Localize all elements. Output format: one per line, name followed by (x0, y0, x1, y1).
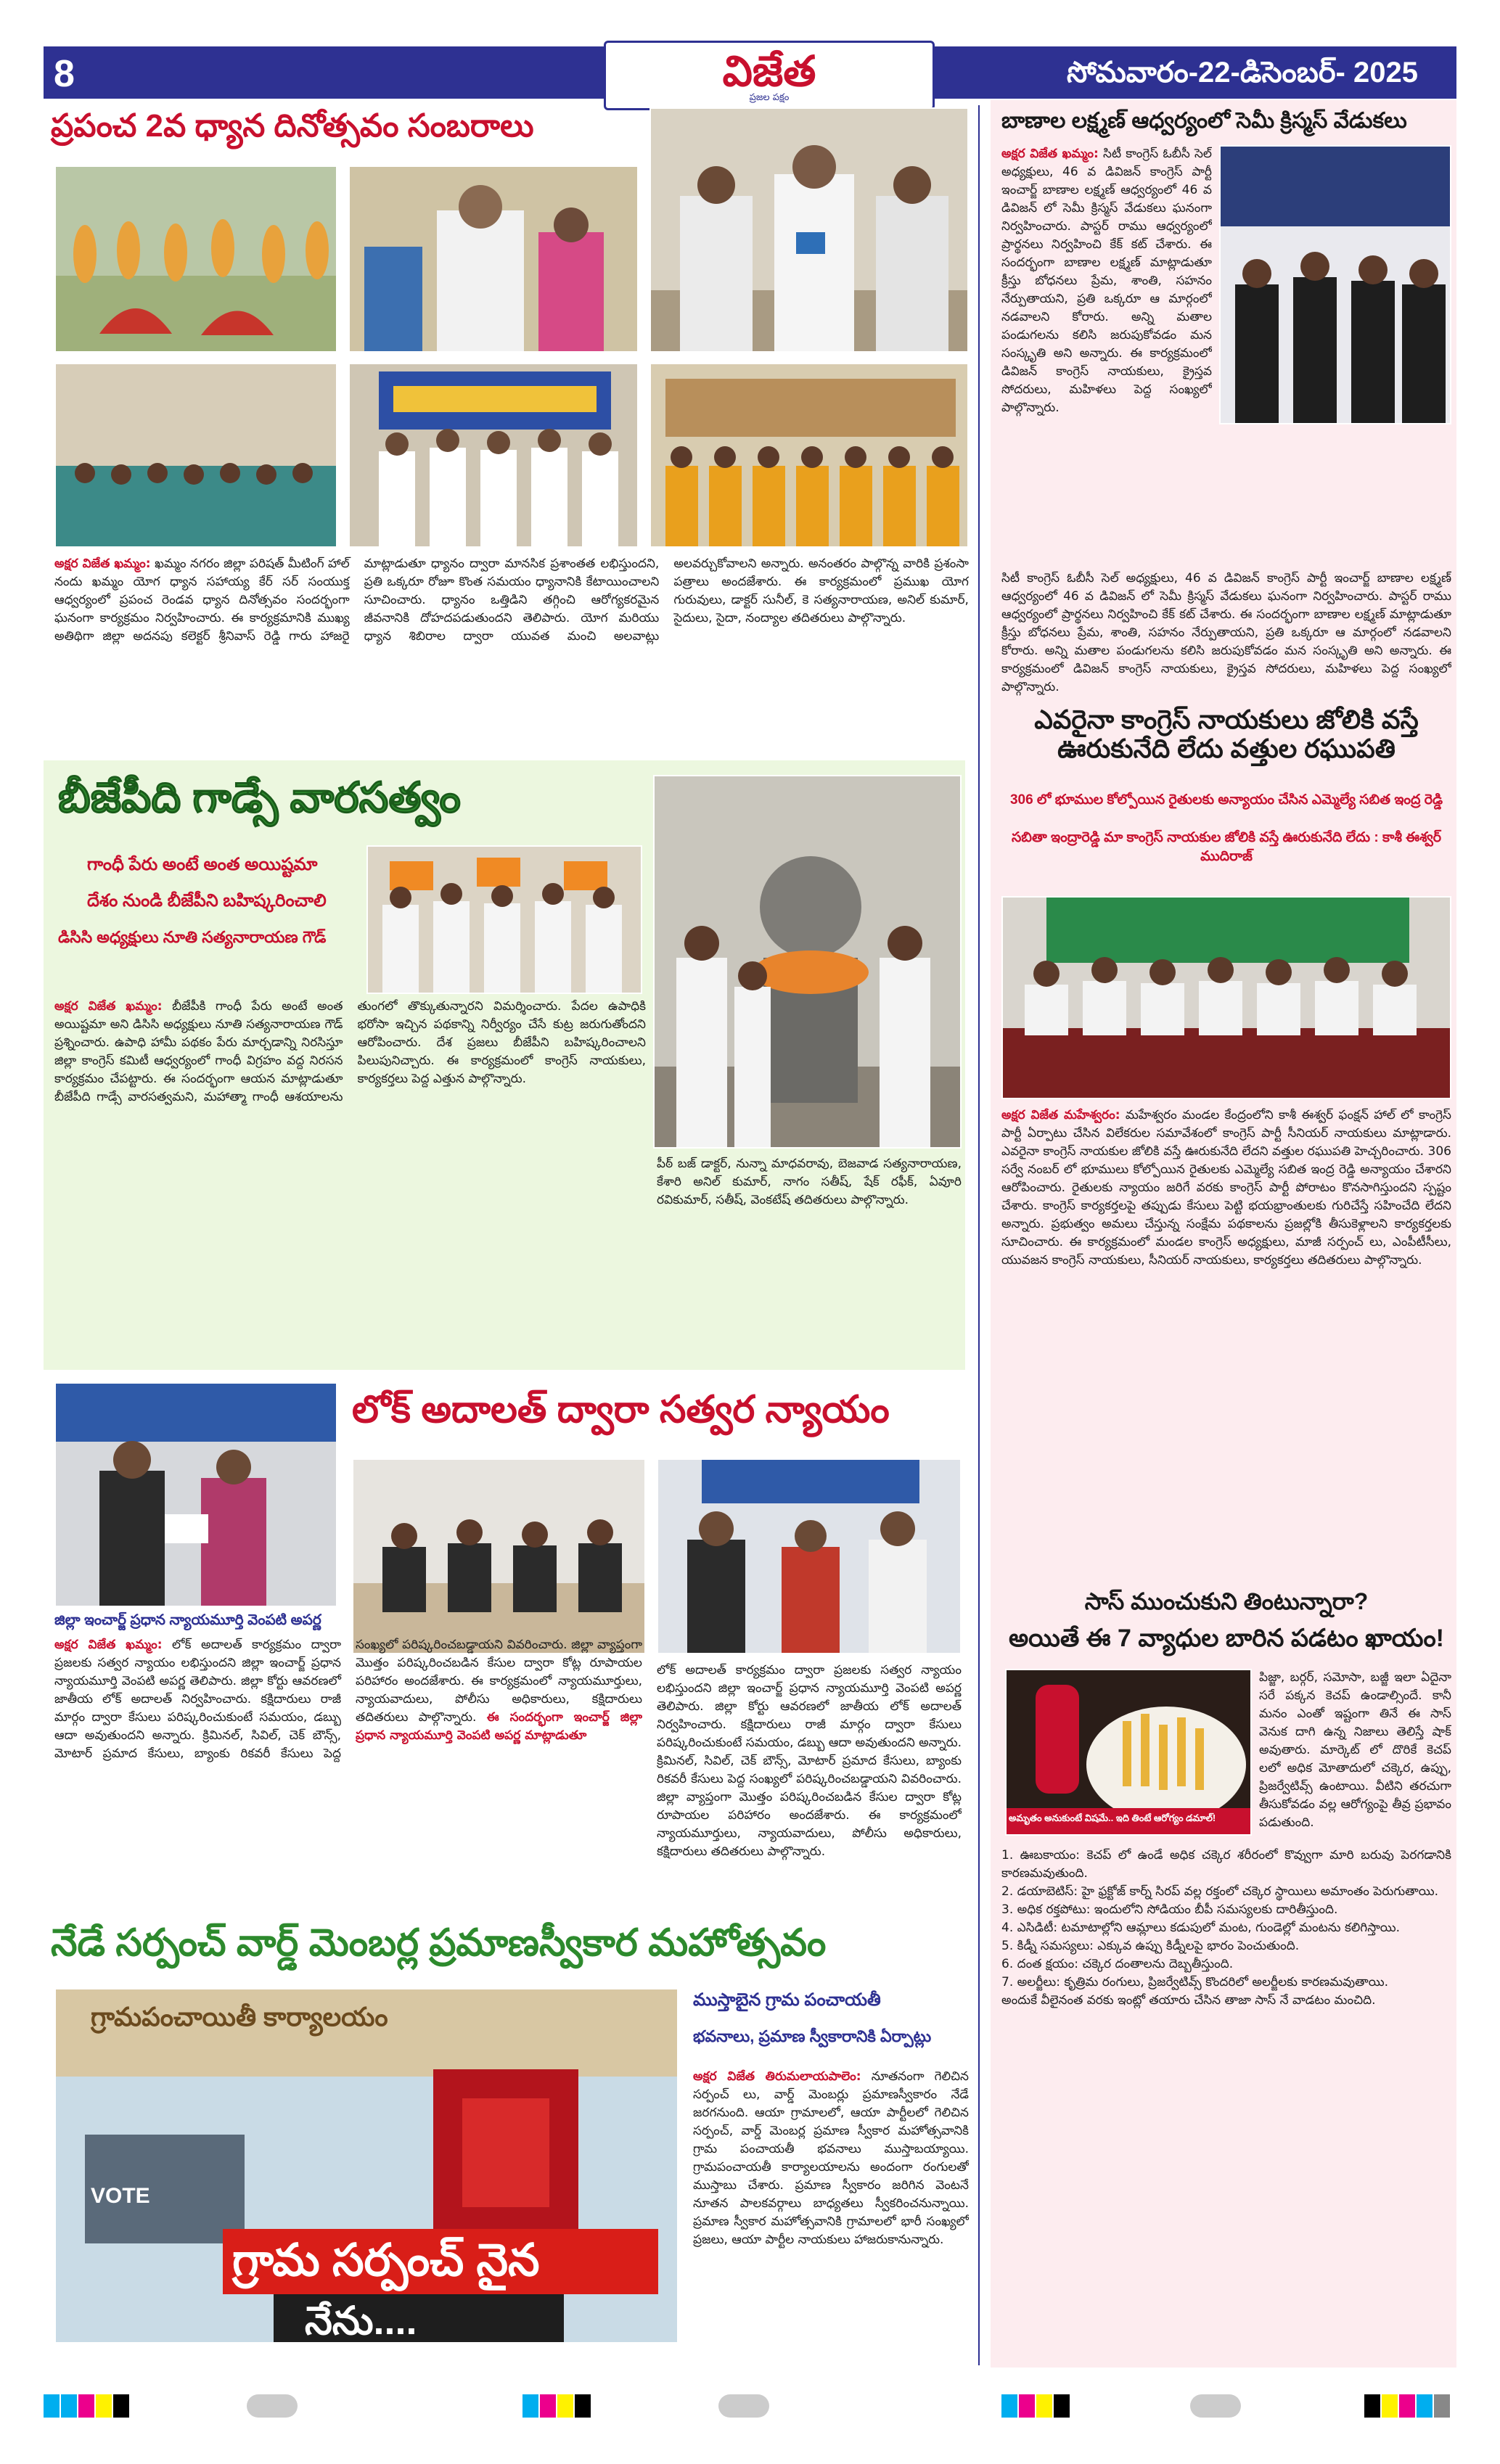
story3-photo-caption: జిల్లా ఇంచార్జ్ ప్రధాన న్యాయమూర్తి వెంపటి అపర్ణ (54, 1612, 321, 1628)
photo-protest-crowd (366, 845, 642, 994)
story4-subhead-2: భవనాలు, ప్రమాణ స్వీకారానికి ఏర్పాట్లు (693, 2027, 932, 2045)
side3-list-item: 3. అధిక రక్తపోటు: ఇందులోని సోడియం బీపీ సమస్యలకు దారితీస్తుంది. (1001, 1902, 1338, 1917)
photo-fries-ketchup (1005, 1669, 1252, 1836)
graphic-sarpanch-line2: నేను.... (305, 2299, 417, 2343)
side1-headline: బాణాల లక్ష్మణ్ ఆధ్వర్యంలో సెమీ క్రిస్మస్ వేడుకలు (1001, 109, 1407, 133)
registration-mark (575, 2394, 591, 2418)
story2-subhead-1: గాంధీ పేరు అంటే అంత అయిష్టమా (87, 855, 318, 874)
court-hall-illustration (353, 1460, 646, 1654)
registration-mark (44, 2394, 60, 2418)
side1-dateline: అక్షర విజేత ఖమ్మం: (1001, 147, 1099, 161)
registration-mark (78, 2394, 94, 2418)
sarpanch-graphic (54, 1988, 679, 2344)
registration-mark (1054, 2394, 1070, 2418)
story4-headline: నేడే సర్పంచ్ వార్డ్ మెంబర్ల ప్రమాణస్వీకార మహోత్సవం (51, 1922, 827, 1964)
side2-body (1001, 1106, 1451, 1578)
hall-audience-illustration (56, 364, 337, 548)
side3-list-item: 5. కిడ్నీ సమస్యలు: ఎక్కువ ఉప్పు కిడ్నీలపై భారం పెంచుతుంది. (1001, 1939, 1300, 1953)
photo-hall-audience (54, 363, 337, 548)
interview-illustration (350, 167, 639, 353)
christmas-stage-illustration (1221, 147, 1451, 424)
story1-headline: ప్రపంచ 2వ ధ్యాన దినోత్సవం సంబరాలు (51, 108, 534, 144)
newspaper-logo (604, 41, 935, 110)
photo-guest-interview (348, 165, 639, 353)
registration-mark (1036, 2394, 1052, 2418)
photo-book-release (649, 107, 969, 353)
side2-subhead-1: 306 లో భూముల కోల్పోయిన రైతులకు అన్యాయం చేసిన ఎమ్మెల్యే సబిత ఇంద్ర రెడ్డి (1009, 792, 1443, 808)
side2-subhead-2: సబితా ఇంద్రారెడ్డి మా కాంగ్రెస్ నాయకుల జోలికి వస్తే ఊరుకునేది లేదు : కాశీ ఈశ్వర్ ముదిరాజ్ (1011, 830, 1442, 864)
photo-court-hall (352, 1458, 646, 1654)
stage-banner-illustration (350, 364, 639, 548)
side3-photo-label: అమృతం అనుకుంటే విషమే.. ఇది తింటే ఆరోగ్యం డమాల్! (1009, 1812, 1216, 1823)
photo-gandhi-statue (653, 775, 962, 1149)
story3-body-right (657, 1662, 962, 1908)
protest-crowd-illustration (368, 847, 642, 994)
sarpanch-graphic-illustration (56, 1989, 679, 2344)
photo-stage-banner (348, 363, 639, 548)
registration-mark (96, 2394, 112, 2418)
graphic-sarpanch-line1: గ్రామ సర్పంచ్ నైన (232, 2235, 540, 2286)
story2-body-text: బీజేపీకి గాంధీ పేరు అంటే అంత అయిష్టమా అని డిసిసి అధ్యక్షులు నూతి సత్యనారాయణ గౌడ్ ప్రశ్నించారు. ఉపాధి హామీ పథకం పేరు మార్చడాన్ని నిరసిస్తూ జిల్లా కాంగ్రెస్ కమిటీ ఆధ్వర్యంలో గాంధీ విగ్రహం వద్ద నిరసన కార్యక్రమం చేపట్టారు. ఈ సందర్భంగా ఆయన మాట్లాడుతూ బీజేపీది గాడ్సే వారసత్వమని, మహాత్మా గాంధీ ఆశయాలను తుంగలో తొక్కుతున్నారని విమర్శించారు. పేదల ఉపాధికి భరోసా ఇచ్చిన పథకాన్ని నిర్వీర్యం చేసే కుట్ర జరుగుతోందని ఆరోపించారు. దేశ ప్రజలు బీజేపీని బహిష్కరించాలని పిలుపునిచ్చారు. ఈ కార్యక్రమంలో కాంగ్రెస్ నాయకులు, కార్యకర్తలు పెద్ద ఎత్తున పాల్గొన్నారు. (54, 999, 646, 1104)
story2-subhead-3: డిసిసి అధ్యక్షులు నూతి సత్యనారాయణ గౌడ్ (58, 928, 327, 946)
side3-headline-2: అయితే ఈ 7 వ్యాధుల బారిన పడటం ఖాయం! (1008, 1625, 1445, 1652)
book-release-illustration (651, 109, 969, 353)
story1-dateline: అక్షర విజేత ఖమ్మం: (54, 557, 151, 571)
registration-mark (1364, 2394, 1380, 2418)
registration-mark (557, 2394, 573, 2418)
side3-headline-1: సాస్ ముంచుకుని తింటున్నారా? (1084, 1588, 1369, 1614)
judge-handover-illustration (658, 1460, 962, 1654)
registration-mark (540, 2394, 556, 2418)
registration-mark (1399, 2394, 1415, 2418)
registration-pill (1190, 2394, 1241, 2418)
graphic-panchayat-banner: గ్రామపంచాయితీ కార్యాలయం (91, 2002, 388, 2032)
side3-list-item: 7. అలర్జీలు: కృత్రిమ రంగులు, ప్రిజర్వేటివ్స్ కొందరిలో అలర్జీలకు కారణమవుతాయి. (1001, 1975, 1388, 1989)
gandhi-statue-illustration (655, 776, 962, 1149)
story2-dateline: అక్షర విజేత ఖమ్మం: (54, 999, 163, 1014)
story1-body-text: ఖమ్మం నగరం జిల్లా పరిషత్ మీటింగ్ హాల్ నందు ఖమ్మం యోగ ధ్యాన సహాయ్య కేర్ సర్ సంయుక్త ఆధ్వర్యంలో ప్రపంచ రెండవ ధ్యాన దినోత్సవం సందర్భంగా ఘనంగా కార్యక్రమం నిర్వహించారు. ఈ కార్యక్రమానికి ముఖ్య అతిథిగా జిల్లా అదనపు కలెక్టర్ శ్రీనివాస్ రెడ్డి గారు హాజరై మాట్లాడుతూ ధ్యానం ద్వారా మానసిక ప్రశాంతత లభిస్తుందని, ప్రతి ఒక్కరూ రోజూ కొంత సమయం ధ్యానానికి కేటాయించాలని సూచించారు. ధ్యానం ఒత్తిడిని తగ్గించి ఆరోగ్యకరమైన జీవనానికి దోహదపడుతుందని తెలిపారు. యోగ మరియు ధ్యాన శిబిరాల ద్వారా యువత మంచి అలవాట్లు అలవర్చుకోవాలని అన్నారు. అనంతరం పాల్గొన్న వారికి ప్రశంసా పత్రాలు అందజేశారు. ఈ కార్యక్రమంలో ప్రముఖ యోగ గురువులు, డాక్టర్ సునీల్, కె సత్యనారాయణ, అనిల్ కుమార్, సైదులు, సైదా, నంద్యాల తదితరులు పాల్గొన్నారు. (54, 557, 969, 644)
story2-headline: బీజేపీది గాడ్సే వారసత్వం (58, 774, 461, 821)
photo-judge-handover (657, 1458, 962, 1654)
registration-mark (1382, 2394, 1398, 2418)
judge-award-illustration (56, 1384, 337, 1607)
registration-mark (1417, 2394, 1433, 2418)
photo-women-group (649, 363, 969, 548)
side1-body-bottom (1001, 570, 1451, 697)
logo-text: విజేత (722, 48, 816, 95)
registration-mark (1001, 2394, 1017, 2418)
issue-date: సోమవారం-22-డిసెంబర్- 2025 (1067, 57, 1418, 89)
registration-mark (61, 2394, 77, 2418)
side2-headline: ఎవరైనా కాంగ్రెస్ నాయకులు జోలికి వస్తే ఊరుకునేది లేదు వత్తుల రఘుపతి (1034, 705, 1419, 763)
press-meet-illustration (1003, 898, 1451, 1099)
registration-pill (247, 2394, 298, 2418)
fries-ketchup-illustration (1007, 1670, 1252, 1836)
side1-body-left (1001, 145, 1212, 566)
side1-body-text: సిటీ కాంగ్రెస్ ఓబీసీ సెల్ అధ్యక్షులు, 46 వ డివిజన్ కాంగ్రెస్ పార్టీ ఇంచార్జ్ బాణాల లక్ష్మణ్ ఆధ్వర్యంలో 46 వ డివిజన్ లో సెమీ క్రిస్మస్ వేడుకలు ఘనంగా నిర్వహించారు. పాస్టర్ రాము ఆధ్వర్యంలో ప్రార్థనలు నిర్వహించి కేక్ కట్ చేశారు. ఈ సందర్భంగా బాణాల లక్ష్మణ్ మాట్లాడుతూ క్రీస్తు బోధనలు ప్రేమ, శాంతి, సహనం నేర్పుతాయని, ప్రతి ఒక్కరూ ఆ మార్గంలో నడవాలని కోరారు. అన్ని మతాల పండుగలను కలిసి జరుపుకోవడం మన సంస్కృతి అని అన్నారు. ఈ కార్యక్రమంలో డివిజన్ కాంగ్రెస్ నాయకులు, క్రైస్తవ సోదరులు, మహిళలు పెద్ద సంఖ్యలో పాల్గొన్నారు. (1001, 147, 1212, 415)
story4-body (693, 2068, 969, 2344)
registration-mark (522, 2394, 538, 2418)
side2-dateline: అక్షర విజేత మహేశ్వరం: (1001, 1108, 1120, 1122)
side3-list-item: 4. ఎసిడిటీ: టమాటాల్లోని ఆమ్లాలు కడుపులో మంట, గుండెల్లో మంటను కలిగిస్తాయి. (1001, 1921, 1400, 1935)
story3-body-left (54, 1636, 642, 1908)
side3-intro: పిజ్జా, బర్గర్, సమోసా, బజ్జీ ఇలా ఏదైనా సరే పక్కన కెచప్ ఉండాల్సిందే. కానీ మనం ఎంతో ఇష్టంగా తినే ఈ సాస్ వెనుక దాగి ఉన్న నిజాలు తెలిస్తే షాక్ అవుతారు. మార్కెట్ లో దొరికే కెచప్ లలో అధిక మోతాదులో చక్కెర, ఉప్పు, ప్రిజర్వేటివ్స్ ఉంటాయి. వీటిని తరచుగా తీసుకోవడం వల్ల ఆరోగ్యంపై తీవ్ర ప్రభావం పడుతుంది. (1259, 1670, 1451, 1830)
side3-closing: అందుకే వీలైనంత వరకు ఇంట్లో తయారు చేసిన తాజా సాస్ నే వాడటం మంచిది. (1001, 1993, 1376, 2008)
yoga-kids-illustration (56, 167, 337, 353)
side3-list-item: 6. దంత క్షయం: చక్కెర దంతాలను దెబ్బతీస్తుంది. (1001, 1957, 1234, 1971)
registration-mark (113, 2394, 129, 2418)
column-divider (978, 105, 980, 2365)
story3-body-text: లోక్ అదాలత్ కార్యక్రమం ద్వారా ప్రజలకు సత్వర న్యాయం లభిస్తుందని జిల్లా ఇంచార్జ్ ప్రధాన న్యాయమూర్తి వెంపటి అపర్ణ తెలిపారు. జిల్లా కోర్టు ఆవరణలో జాతీయ లోక్ అదాలత్ నిర్వహించారు. కక్షిదారులు రాజీ మార్గం ద్వారా కేసులు పరిష్కరించుకుంటే సమయం, డబ్బు ఆదా అవుతుందని అన్నారు. క్రిమినల్, సివిల్, చెక్ బౌన్స్, మోటార్ ప్రమాద కేసులు, బ్యాంకు రికవరీ కేసులు పెద్ద సంఖ్యలో పరిష్కరించబడ్డాయని వివరించారు. జిల్లా వ్యాప్తంగా మొత్తం పరిష్కరించబడిన కేసుల ద్వారా కోట్ల రూపాయల పరిహారం అందజేశారు. ఈ కార్యక్రమంలో న్యాయమూర్తులు, న్యాయవాదులు, పోలీసు అధికారులు, కక్షిదారులు తదితరులు పాల్గొన్నారు. (54, 1638, 642, 1761)
photo-yoga-kids (54, 165, 337, 353)
side3-list-item: 1. ఊబకాయం: కెచప్ లో ఉండే అధిక చక్కెర శరీరంలో కొవ్వుగా మారి బరువు పెరగడానికి కారణమవుతుంది. (1001, 1848, 1451, 1881)
story3-headline: లోక్ అదాలత్ ద్వారా సత్వర న్యాయం (352, 1389, 890, 1431)
registration-mark (1019, 2394, 1035, 2418)
women-group-illustration (651, 364, 969, 548)
side1-body-text-continued: సిటీ కాంగ్రెస్ ఓబీసీ సెల్ అధ్యక్షులు, 46 వ డివిజన్ కాంగ్రెస్ పార్టీ ఇంచార్జ్ బాణాల లక్ష్మణ్ ఆధ్వర్యంలో 46 వ డివిజన్ లో సెమీ క్రిస్మస్ వేడుకలు ఘనంగా నిర్వహించారు. పాస్టర్ రాము ఆధ్వర్యంలో ప్రార్థనలు నిర్వహించి కేక్ కట్ చేశారు. ఈ సందర్భంగా బాణాల లక్ష్మణ్ మాట్లాడుతూ క్రీస్తు బోధనలు ప్రేమ, శాంతి, సహనం నేర్పుతాయని, ప్రతి ఒక్కరూ ఆ మార్గంలో నడవాలని కోరారు. అన్ని మతాల పండుగలను కలిసి జరుపుకోవడం మన సంస్కృతి అని అన్నారు. ఈ కార్యక్రమంలో డివిజన్ కాంగ్రెస్ నాయకులు, క్రైస్తవ సోదరులు, మహిళలు పెద్ద సంఖ్యలో పాల్గొన్నారు. (1001, 571, 1451, 694)
side3-list-item: 2. డయాబెటిస్: హై ఫ్రక్టోజ్ కార్న్ సిరప్ వల్ల రక్తంలో చక్కెర స్థాయిలు అమాంతం పెరుగుతాయి. (1001, 1884, 1438, 1899)
story2-body (54, 998, 646, 1364)
registration-mark (1434, 2394, 1450, 2418)
photo-judge-award (54, 1382, 337, 1607)
story3-body-text-continued: లోక్ అదాలత్ కార్యక్రమం ద్వారా ప్రజలకు సత్వర న్యాయం లభిస్తుందని జిల్లా ఇంచార్జ్ ప్రధాన న్యాయమూర్తి వెంపటి అపర్ణ తెలిపారు. జిల్లా కోర్టు ఆవరణలో జాతీయ లోక్ అదాలత్ నిర్వహించారు. కక్షిదారులు రాజీ మార్గం ద్వారా కేసులు పరిష్కరించుకుంటే సమయం, డబ్బు ఆదా అవుతుందని అన్నారు. క్రిమినల్, సివిల్, చెక్ బౌన్స్, మోటార్ ప్రమాద కేసులు, బ్యాంకు రికవరీ కేసులు పెద్ద సంఖ్యలో పరిష్కరించబడ్డాయని వివరించారు. జిల్లా వ్యాప్తంగా మొత్తం పరిష్కరించబడిన కేసుల ద్వారా కోట్ల రూపాయల పరిహారం అందజేశారు. ఈ కార్యక్రమంలో న్యాయమూర్తులు, న్యాయవాదులు, పోలీసు అధికారులు, కక్షిదారులు తదితరులు పాల్గొన్నారు. (657, 1663, 962, 1859)
page-number: 8 (54, 53, 75, 95)
story4-subhead-1: ముస్తాబైన గ్రామ పంచాయతీ (693, 1990, 881, 2010)
story4-body-text: నూతనంగా గెలిచిన సర్పంచ్ లు, వార్డ్ మెంబర్లు ప్రమాణస్వీకారం నేడే జరగనుంది. ఆయా గ్రామాలలో, ఆయా పార్టీలలో గెలిచిన సర్పంచ్, వార్డ్ మెంబర్ల ప్రమాణ స్వీకార మహోత్సవానికి గ్రామ పంచాయతీ భవనాలు ముస్తాబయ్యాయి. గ్రామపంచాయతీ కార్యాలయాలను అందంగా రంగులతో ముస్తాబు చేశారు. ప్రమాణ స్వీకారం జరిగిన వెంటనే నూతన పాలకవర్గాలు బాధ్యతలు స్వీకరించనున్నాయి. ప్రమాణ స్వీకార మహోత్సవానికి గ్రామాలలో భారీ సంఖ్యలో ప్రజలు, ఆయా పార్టీల నాయకులు హాజరుకానున్నారు. (693, 2069, 969, 2247)
story2-caption: పీఠ్ బజ్ డాక్టర్, నున్నా మాధవరావు, బెజవాడ సత్యనారాయణ, కేశారి అనిల్ కుమార్, నాగం సతీష్, షేక్ రఫీక్, ఏవూరి రవికుమార్, సతీష్, వెంకటేష్ తదితరులు పాల్గొన్నారు. (657, 1157, 962, 1207)
graphic-vote-label: VOTE (91, 2184, 150, 2208)
photo-press-meet (1001, 896, 1451, 1099)
story3-dateline: అక్షర విజేత ఖమ్మం: (54, 1638, 163, 1652)
side3-list (1001, 1847, 1451, 2362)
story3-subhead: ఈ సందర్భంగా ఇంచార్జ్ జిల్లా ప్రధాన న్యాయమూర్తి వెంపటి అపర్ణ మాట్లాడుతూ (356, 1710, 642, 1743)
side2-body-text: మహేశ్వరం మండల కేంద్రంలోని కాశీ ఈశ్వర్ ఫంక్షన్ హాల్ లో కాంగ్రెస్ పార్టీ ఏర్పాటు చేసిన విలేకరుల సమావేశంలో కాంగ్రెస్ పార్టీ సీనియర్ నాయకులు మాట్లాడారు. ఎవరైనా కాంగ్రెస్ నాయకుల జోలికి వస్తే ఊరుకునేది లేదని వత్తుల రఘుపతి హెచ్చరించారు. 306 సర్వే నంబర్ లో భూములు కోల్పోయిన రైతులకు ఎమ్మెల్యే సబిత ఇంద్ర రెడ్డి అన్యాయం చేశారని ఆరోపించారు. రైతులకు న్యాయం జరిగే వరకు కాంగ్రెస్ పార్టీ పోరాటం కొనసాగిస్తుందని స్పష్టం చేశారు. కాంగ్రెస్ కార్యకర్తలపై తప్పుడు కేసులు పెట్టి భయభ్రాంతులకు గురిచేస్తే సహించేది లేదని అన్నారు. ప్రభుత్వం అమలు చేస్తున్న సంక్షేమ పథకాలను ప్రజల్లోకి తీసుకెళ్లాలని కార్యకర్తలకు సూచించారు. ఈ కార్యక్రమంలో మండల కాంగ్రెస్ అధ్యక్షులు, మాజీ సర్పంచ్ లు, ఎంపీటీసీలు, యువజన కాంగ్రెస్ నాయకులు, సీనియర్ నాయకులు, కార్యకర్తలు తదితరులు పాల్గొన్నారు. (1001, 1108, 1451, 1268)
story4-dateline: అక్షర విజేత తిరుమలాయపాలెం: (693, 2069, 861, 2084)
story1-body (54, 555, 969, 751)
registration-pill (718, 2394, 769, 2418)
photo-christmas-stage (1219, 145, 1451, 424)
logo-tagline: ప్రజల పక్షం (749, 92, 790, 103)
story2-subhead-2: దేశం నుండి బీజేపీని బహిష్కరించాలి (87, 891, 327, 911)
